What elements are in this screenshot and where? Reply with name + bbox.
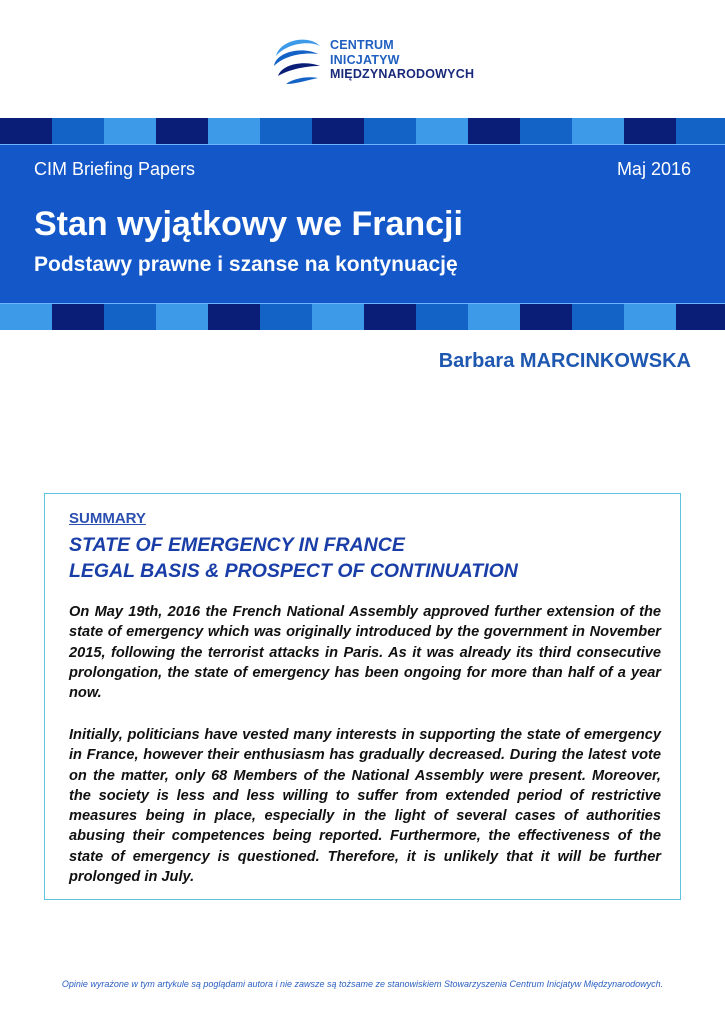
summary-paragraph-2: Initially, politicians have vested many interests in supporting the state of emergency in France, however their enthusiasm has gradually decreased. During the latest vote on the matter, only 68 Members of the National Assembly were present. Moreover, the society is less and less willing to suffer from extended period of restrictive measures being in place, especially in the light of several cases of authorities abusing their competences being reported. Furthermore, the effectiveness of the state of emergency is questioned. Therefore, it is unlikely that it will be further prolonged in July. [69, 727, 661, 886]
summary-label: SUMMARY [69, 510, 146, 527]
series-name: CIM Briefing Papers [34, 159, 196, 179]
publication-date: Maj 2016 [616, 159, 691, 179]
author-first-name: Barbara [438, 350, 515, 372]
author-name [439, 350, 691, 373]
logo-line-2: INICJATYW [330, 52, 400, 67]
author-last-name: MARCINKOWSKA [519, 350, 691, 372]
logo-line-1: CENTRUM [330, 38, 394, 52]
document-subtitle: Podstawy prawne i szanse na kontynuację [34, 253, 458, 276]
footer-disclaimer: Opinie wyrażone w tym artykule są poglądami autora i nie zawsze są tożsame ze stanowiskiem Stowarzyszenia Centrum Inicjatyw Międzynarodowych. [61, 979, 664, 989]
summary-paragraph-1: On May 19th, 2016 the French National Assembly approved further extension of the state of emergency which was originally introduced by the government in November 2015, following the terrorist attacks in Paris. As it was already its third consecutive prolongation, the state of emergency has been ongoing for more than half of a year now. [69, 604, 661, 702]
header-banner [0, 144, 725, 304]
globe-swoosh-icon [272, 34, 324, 90]
decorative-stripe-top [0, 118, 725, 144]
summary-title-line-2: LEGAL BASIS & PROSPECT OF CONTINUATION [69, 560, 518, 582]
document-title: Stan wyjątkowy we Francji [34, 205, 463, 243]
decorative-stripe-bottom [0, 304, 725, 330]
summary-title [69, 532, 518, 584]
logo [272, 30, 492, 94]
summary-title-line-1: STATE OF EMERGENCY IN FRANCE [69, 534, 405, 556]
logo-line-3: MIĘDZYNARODOWYCH [330, 67, 475, 81]
summary-box [44, 493, 681, 900]
logo-text [330, 38, 474, 82]
